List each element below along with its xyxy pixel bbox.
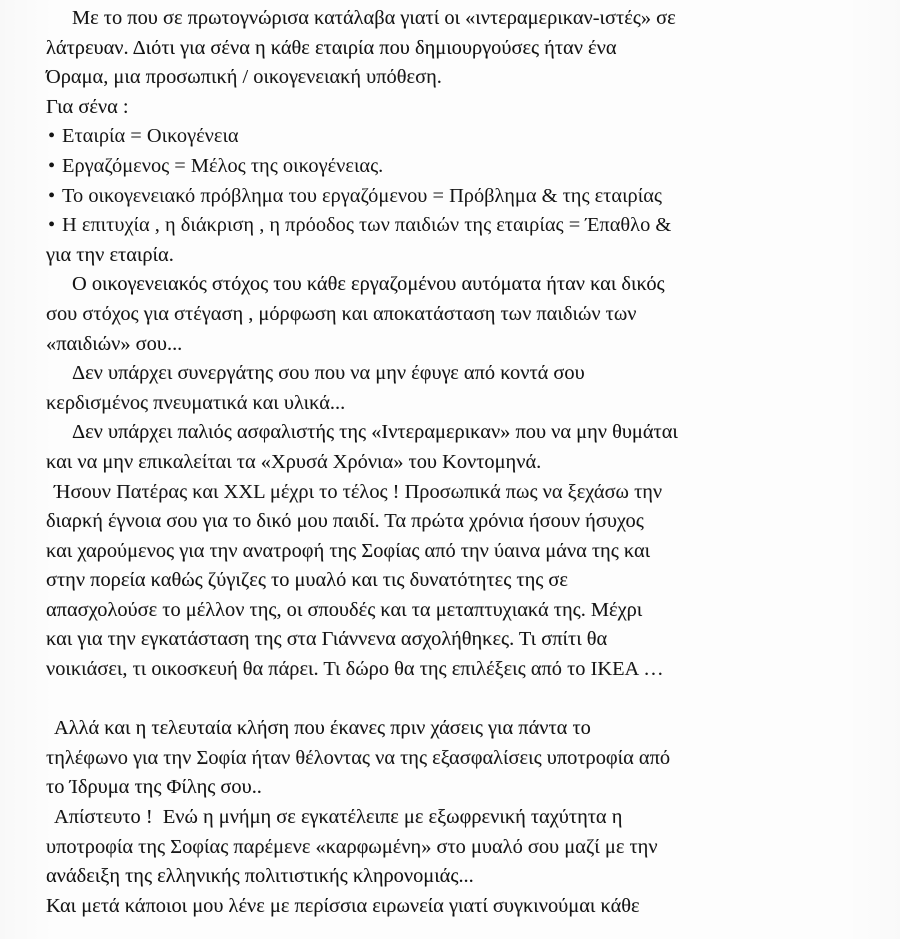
- text-line: Απίστευτο ! Ενώ η μνήμη σε εγκατέλειπε με εξωφρενική ταχύτητα η: [54, 806, 623, 829]
- list-item: [46, 211, 860, 241]
- text-line: για την εταιρία.: [46, 243, 174, 266]
- text-line: Ήσουν Πατέρας και XXL μέχρι το τέλος ! Προσωπικά πως να ξεχάσω την: [54, 480, 663, 503]
- list-item-label: Εταιρία = Οικογένεια: [62, 125, 239, 148]
- paragraph-body: [46, 241, 860, 922]
- bullet-marker-icon: •: [48, 184, 56, 207]
- text-line: Αλλά και η τελευταία κλήση που έκανες πριν χάσεις για πάντα το: [54, 717, 591, 740]
- text-line: ανάδειξη της ελληνικής πολιτιστικής κληρονομιάς...: [46, 865, 474, 888]
- text-line: νοικιάσει, τι οικοσκευή θα πάρει. Τι δώρο θα της επιλέξεις από το IKEA …: [46, 658, 664, 681]
- text-line: και για την εγκατάσταση της στα Γιάννενα ασχολήθηκες. Τι σπίτι θα: [46, 628, 608, 651]
- text-line: τηλέφωνο για την Σοφία ήταν θέλοντας να της εξασφαλίσεις υποτροφία από: [46, 746, 671, 769]
- text-line: σου στόχος για στέγαση , μόρφωση και αποκατάσταση των παιδιών των: [46, 302, 637, 325]
- text-line: Για σένα :: [46, 95, 129, 118]
- text-line: Όραμα, μια προσωπική / οικογενειακή υπόθεση.: [46, 66, 442, 89]
- paragraph-opening: [46, 4, 860, 122]
- list-item: [46, 152, 860, 182]
- text-line: κερδισμένος πνευματικά και υλικά...: [46, 391, 346, 414]
- text-line: «παιδιών» σου...: [46, 332, 183, 355]
- bullet-marker-icon: •: [48, 125, 56, 148]
- text-line: Και μετά κάποιοι μου λένε με περίσσια ειρωνεία γιατί συγκινούμαι κάθε: [46, 894, 640, 917]
- list-item: [46, 182, 860, 212]
- bullet-marker-icon: •: [48, 154, 56, 177]
- list-item: [46, 122, 860, 152]
- text-line: υποτροφία της Σοφίας παρέμενε «καρφωμένη» στο μυαλό σου μαζί με την: [46, 835, 658, 858]
- text-line: Ο οικογενειακός στόχος του κάθε εργαζομένου αυτόματα ήταν και δικός: [72, 273, 665, 296]
- document-text-body: [46, 4, 860, 921]
- bullet-marker-icon: •: [48, 214, 56, 237]
- bullet-list: [46, 122, 860, 240]
- text-line: στην πορεία καθώς ζύγιζες το μυαλό και τις δυνατότητες της σε: [46, 569, 568, 592]
- list-item-label: Εργαζόμενος = Μέλος της οικογένειας.: [62, 154, 384, 177]
- text-line: Με το που σε πρωτογνώρισα κατάλαβα γιατί οι «ιντεραμερικαν-ιστές» σε: [72, 7, 676, 29]
- text-line: το Ίδρυμα της Φίλης σου..: [46, 776, 262, 799]
- text-line: και χαρούμενος για την ανατροφή της Σοφίας από την ύαινα μάνα της και: [46, 539, 651, 562]
- text-line: Δεν υπάρχει συνεργάτης σου που να μην έφυγε από κοντά σου: [72, 362, 585, 385]
- text-line: απασχολούσε το μέλλον της, οι σπουδές και τα μεταπτυχιακά της. Μέχρι: [46, 598, 643, 621]
- list-item-label: Το οικογενειακό πρόβλημα του εργαζόμενου = Πρόβλημα & της εταιρίας: [62, 184, 662, 207]
- text-line: και να μην επικαλείται τα «Χρυσά Χρόνια» του Κοντομηνά.: [46, 450, 542, 473]
- text-line: λάτρευαν. Διότι για σένα η κάθε εταιρία που δημιουργούσες ήταν ένα: [46, 36, 617, 59]
- text-line: διαρκή έγνοια σου για το δικό μου παιδί. Τα πρώτα χρόνια ήσουν ήσυχος: [46, 510, 644, 533]
- list-item-label: Η επιτυχία , η διάκριση , η πρόοδος των παιδιών της εταιρίας = Έπαθλο &: [62, 214, 672, 237]
- paragraph-spacer: [46, 685, 860, 715]
- text-line: Δεν υπάρχει παλιός ασφαλιστής της «Ιντεραμερικαν» που να μην θυμάται: [72, 421, 678, 444]
